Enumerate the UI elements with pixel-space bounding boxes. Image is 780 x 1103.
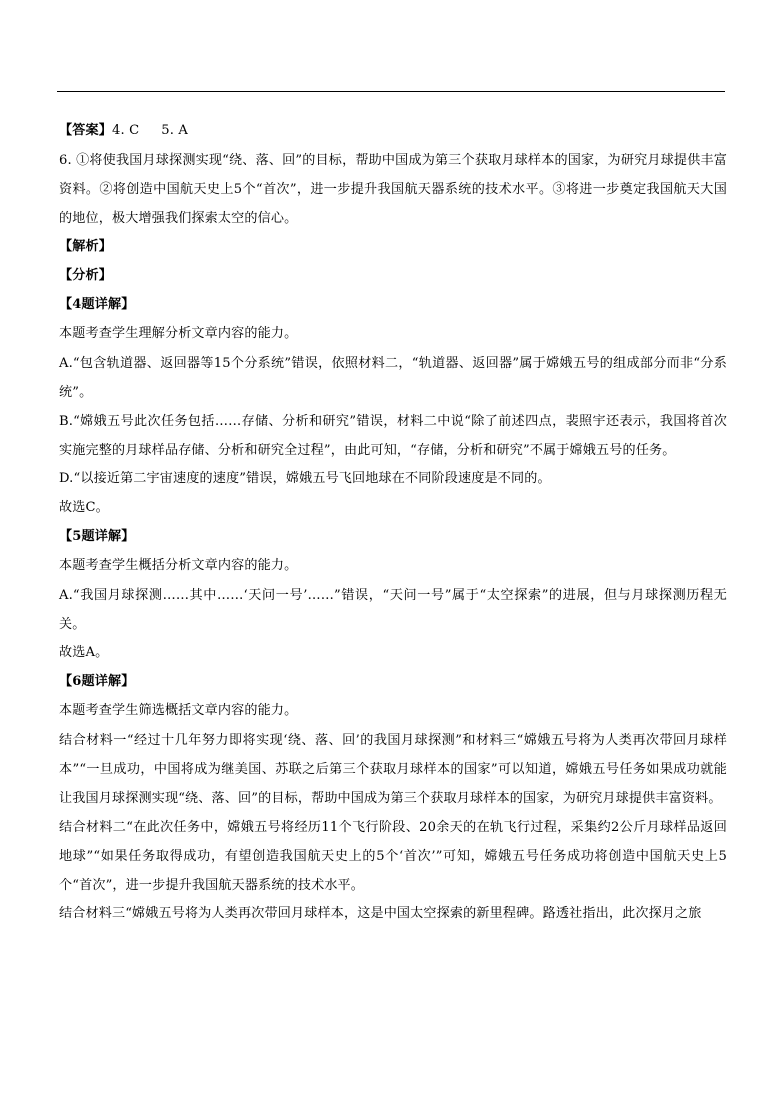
q6-paragraph-1: 结合材料一“经过十几年努力即将实现‘绕、落、回’的我国月球探测”和材料三“嫦娥五号将为人类再次带回月球样本”“一旦成功，中国将成为继美国、苏联之后第三个获取月球样本的国家”可以知道，嫦娥五号任务如果成功就能让我国月球探测实现“绕、落、回”的目标，帮助中国成为第三个获取月球样本的国家，为研究月球提供丰富资料。	[59, 732, 727, 806]
heading-jiexi: 【解析】	[59, 239, 112, 254]
heading-q5-detail: 【5题详解】	[59, 529, 135, 544]
q5-option-a: A.“我国月球探测……其中……‘天问一号’……”错误，“天问一号”属于“太空探索”的进展，但与月球探测历程无关。	[59, 587, 727, 632]
heading-q6-detail: 【6题详解】	[59, 674, 135, 689]
q6-paragraph-3: 结合材料三“嫦娥五号将为人类再次带回月球样本，这是中国太空探索的新里程碑。路透社指出，此次探月之旅	[59, 906, 702, 921]
q4-intro: 本题考查学生理解分析文章内容的能力。	[59, 326, 298, 341]
answer-line	[59, 121, 727, 141]
q5-intro: 本题考查学生概括分析文章内容的能力。	[59, 558, 298, 573]
q4-option-d: D.“以接近第二宇宙速度的速度”错误，嫦娥五号飞回地球在不同阶段速度是不同的。	[59, 471, 551, 486]
answer-q5: 5. A	[161, 123, 188, 138]
q4-option-a: A.“包含轨道器、返回器等15个分系统”错误，依照材料二，“轨道器、返回器”属于嫦娥五号的组成部分而非“分系统”。	[59, 355, 727, 400]
q4-option-b: B.“嫦娥五号此次任务包括……存储、分析和研究”错误，材料二中说“除了前述四点，裴照宇还表示，我国将首次实施完整的月球样品存储、分析和研究全过程”，由此可知，“存储，分析和研究”不属于嫦娥五号的任务。	[59, 413, 727, 458]
answer-label: 【答案】	[59, 123, 112, 138]
header-rule	[57, 91, 725, 92]
q6-paragraph-2: 结合材料二“在此次任务中，嫦娥五号将经历11个飞行阶段、20余天的在轨飞行过程，采集约2公斤月球样品返回地球”“如果任务取得成功，有望创造我国航天史上的5个‘首次’”可知，嫦娥五号任务成功将创造中国航天史上5个“首次”，进一步提升我国航天器系统的技术水平。	[59, 819, 727, 893]
q4-conclusion: 故选C。	[59, 500, 109, 515]
answer-q4: 4. C	[111, 123, 140, 138]
q6-intro: 本题考查学生筛选概括文章内容的能力。	[59, 703, 298, 718]
q6-answer-paragraph: 6. ①将使我国月球探测实现“绕、落、回”的目标，帮助中国成为第三个获取月球样本的国家，为研究月球提供丰富资料。②将创造中国航天史上5个“首次”，进一步提升我国航天器系统的技术水平。③将进一步奠定我国航天大国的地位，极大增强我们探索太空的信心。	[59, 152, 727, 226]
document-body	[59, 121, 727, 933]
q5-conclusion: 故选A。	[59, 645, 109, 660]
heading-fenxi: 【分析】	[59, 268, 112, 283]
heading-q4-detail: 【4题详解】	[59, 297, 135, 312]
